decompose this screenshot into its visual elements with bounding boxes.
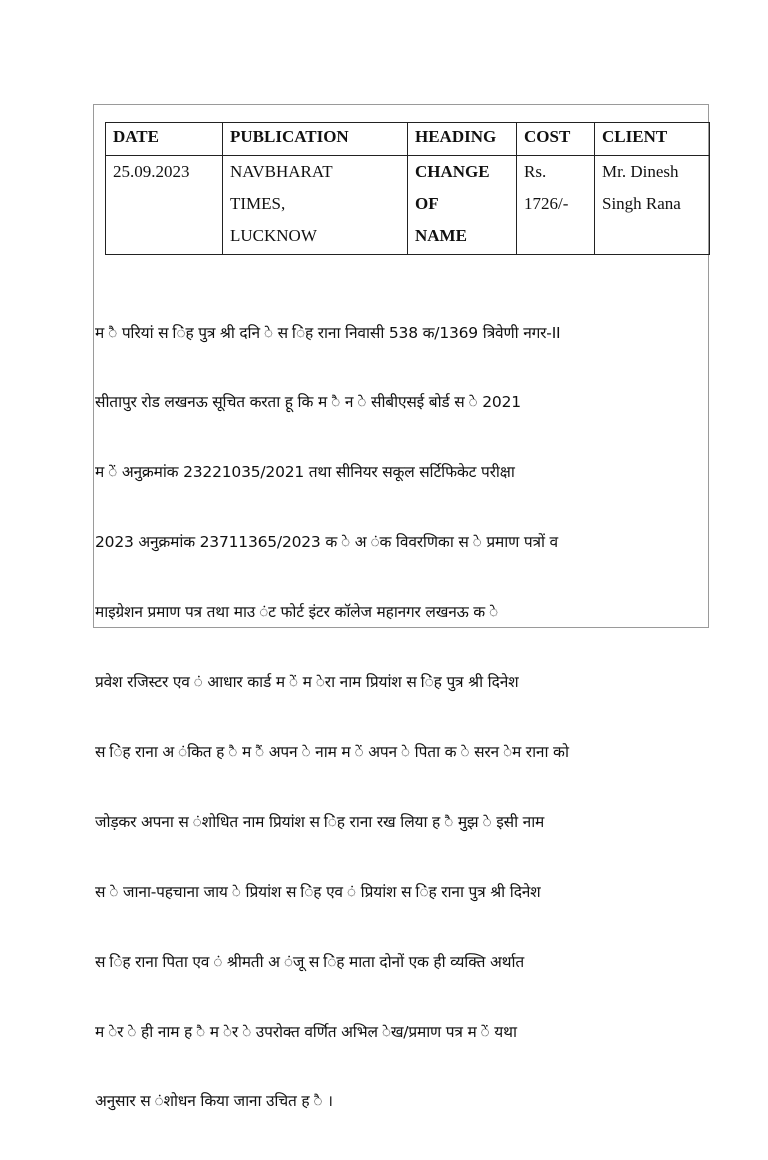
notice-line: 2023 अनुक्रमांक 23711365/2023 क े अ ंक विवरणिका स े प्रमाण पत्रों व <box>95 533 558 552</box>
publication-line: TIMES, <box>230 194 286 213</box>
cell-cost <box>517 156 595 255</box>
header-date: DATE <box>106 123 223 156</box>
notice-line: जोड़कर अपना स ंशोधित नाम प्रियांश स िंह राना रख लिया ह ै मुझ े इसी नाम <box>95 812 545 831</box>
notice-line: स े जाना-पहचाना जाय े प्रियांश स िंह एव ं प्रियांश स िंह राना पुत्र श्री दिनेश <box>95 882 541 901</box>
header-publication: PUBLICATION <box>223 123 408 156</box>
notice-line: स िंह राना अ ंकित ह ै म ैं अपन े नाम म ें अपन े पिता क े सरन ेम राना को <box>95 742 569 761</box>
notice-line: म ेर े ही नाम ह ै म ेर े उपरोक्त वर्णित अभिल ेख/प्रमाण पत्र म ें यथा <box>95 1022 517 1041</box>
cost-line: Rs. <box>524 162 547 181</box>
notice-line: सीतापुर रोड लखनऊ सूचित करता हू कि म ै न े सीबीएसई बोर्ड स े 2021 <box>95 393 521 412</box>
table-header-row <box>106 123 710 156</box>
ad-details-table <box>105 122 710 255</box>
publication-line: LUCKNOW <box>230 226 317 245</box>
cell-client <box>595 156 710 255</box>
notice-line: म ै परियां स िंह पुत्र श्री दनि े स िंह राना निवासी 538 क/1369 त्रिवेणी नगर-II <box>95 323 561 342</box>
cell-date <box>106 156 223 255</box>
table-row <box>106 156 710 255</box>
heading-line: OF <box>415 194 439 213</box>
notice-line: स िंह राना पिता एव ं श्रीमती अ ंजू स िंह माता दोनों एक ही व्यक्ति अर्थात <box>95 952 524 971</box>
cost-line: 1726/- <box>524 194 569 213</box>
notice-line: म ें अनुक्रमांक 23221035/2021 तथा सीनियर सकूल सर्टिफिकेट परीक्षा <box>95 463 515 482</box>
client-line: Mr. Dinesh <box>602 162 679 181</box>
heading-line: NAME <box>415 226 467 245</box>
clipping-frame <box>93 104 709 1111</box>
date-value: 25.09.2023 <box>113 162 190 181</box>
heading-line: CHANGE <box>415 162 490 181</box>
header-heading: HEADING <box>408 123 517 156</box>
publication-line: NAVBHARAT <box>230 162 333 181</box>
client-line: Singh Rana <box>602 194 681 213</box>
notice-line: अनुसार स ंशोधन किया जाना उचित ह ै । <box>95 1092 333 1111</box>
header-client: CLIENT <box>595 123 710 156</box>
header-cost: COST <box>517 123 595 156</box>
notice-line: प्रवेश रजिस्टर एव ं आधार कार्ड म ें म ेरा नाम प्रियांश स िंह पुत्र श्री दिनेश <box>95 673 519 692</box>
notice-line: माइग्रेशन प्रमाण पत्र तथा माउ ंट फोर्ट इंटर कॉलेज महानगर लखनऊ क े <box>95 603 499 622</box>
cell-publication <box>223 156 408 255</box>
cell-heading <box>408 156 517 255</box>
name-change-notice <box>94 275 709 1160</box>
